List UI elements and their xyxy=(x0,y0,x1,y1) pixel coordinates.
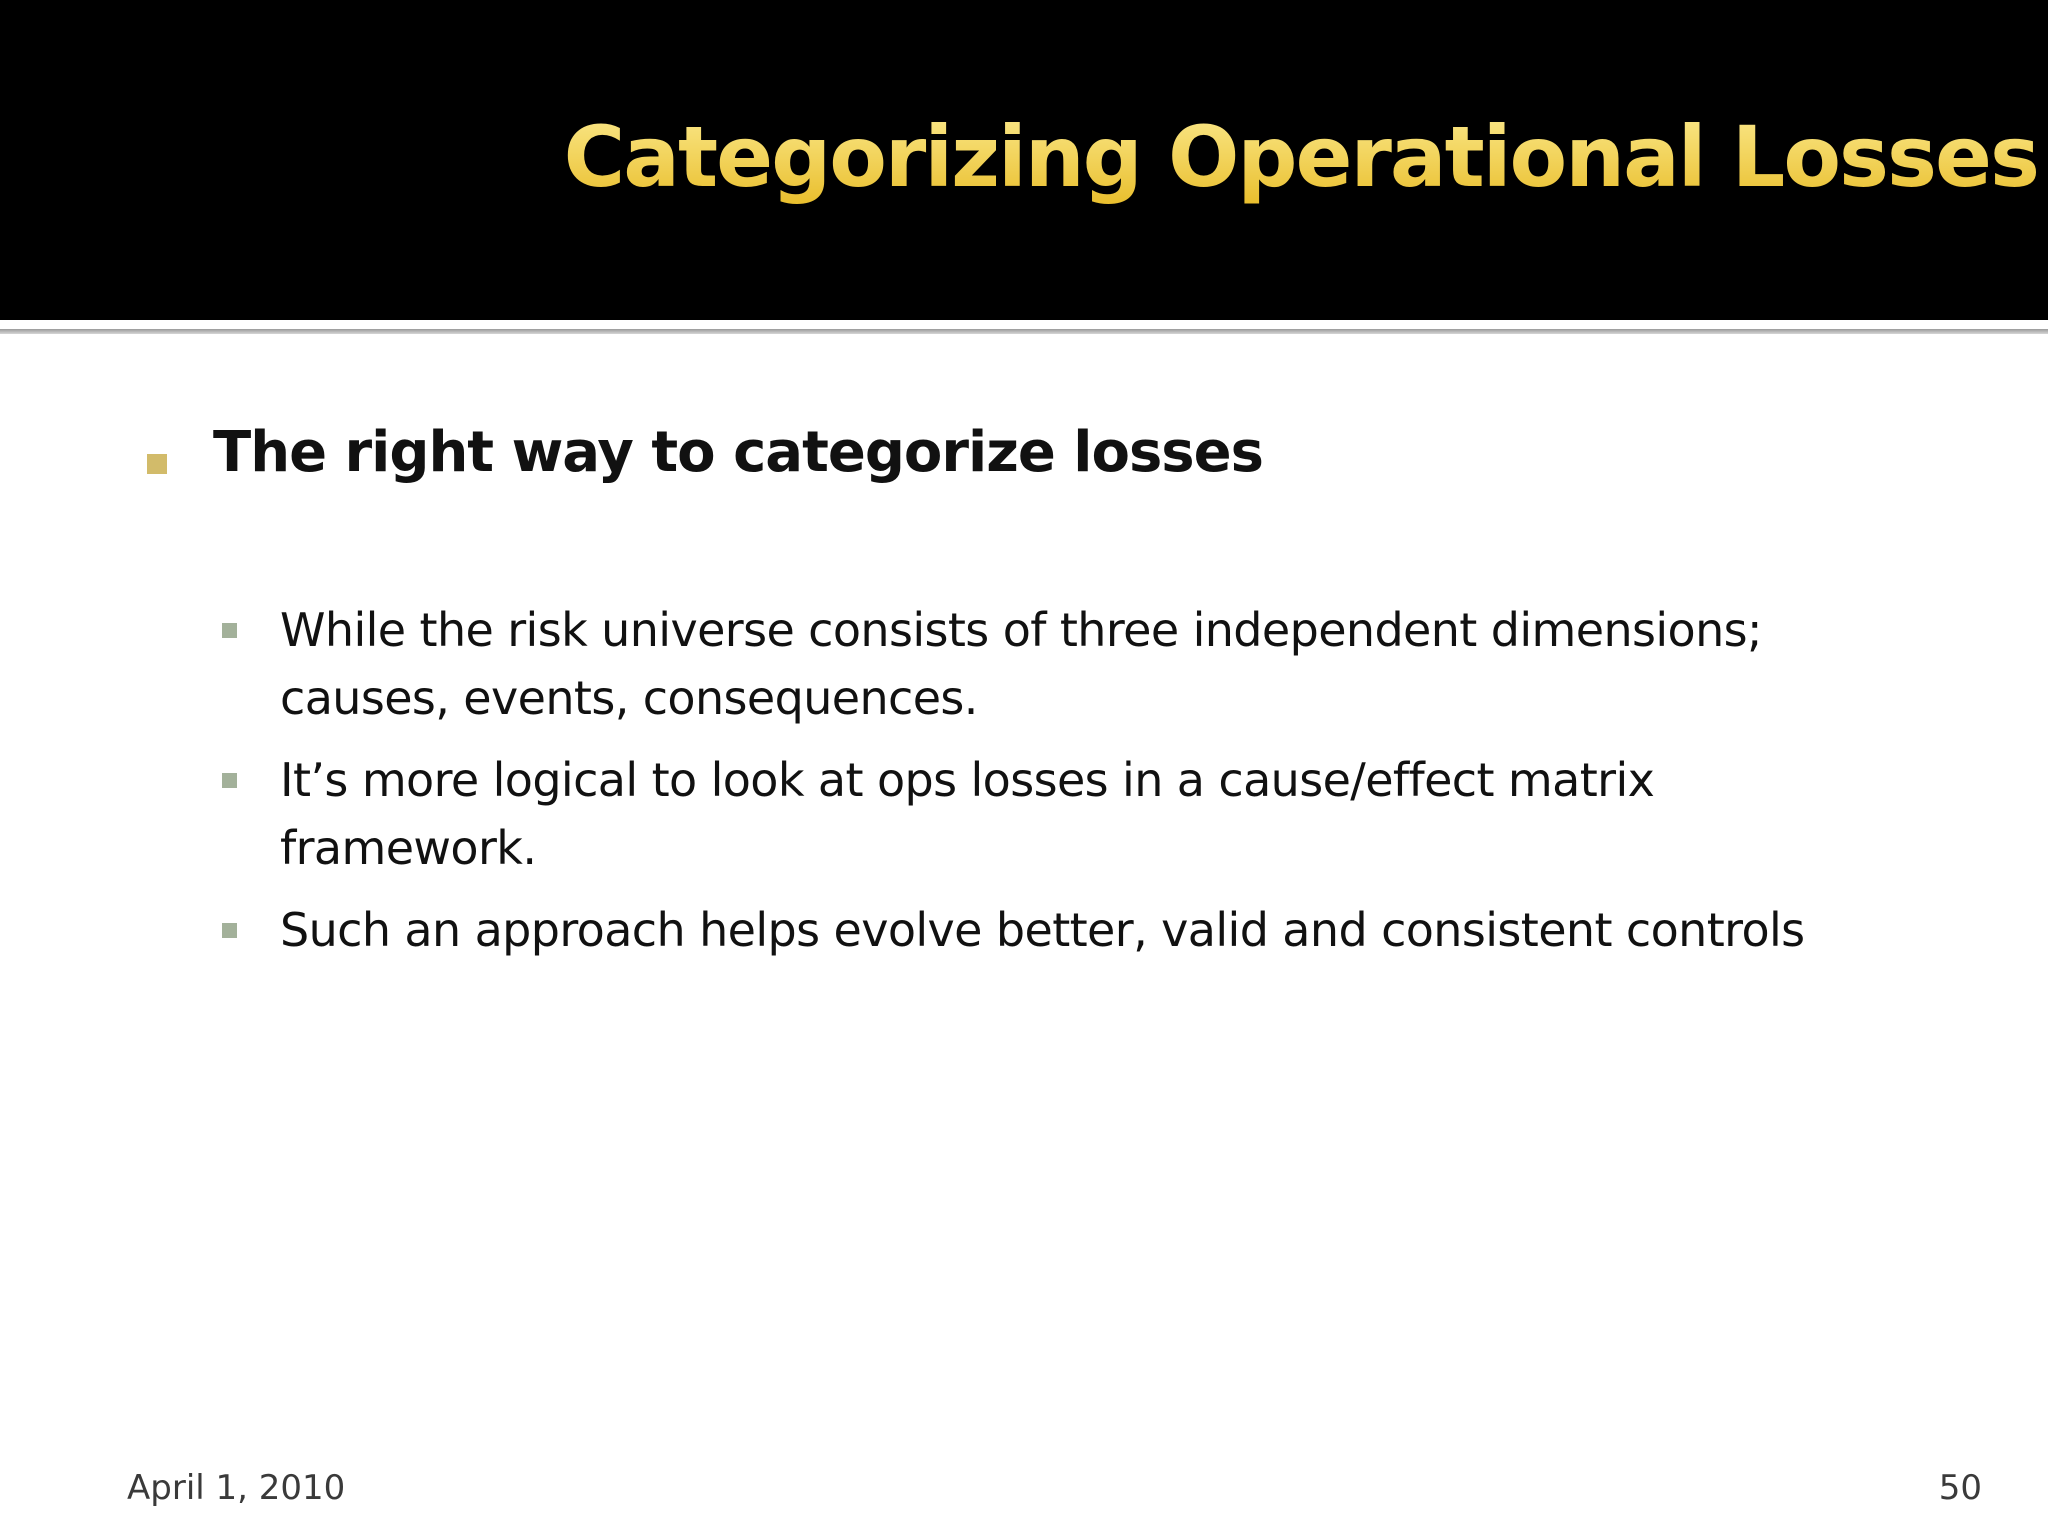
title-divider-top xyxy=(0,320,2048,325)
sub-bullet-item xyxy=(220,596,1900,732)
sub-bullet-text: It’s more logical to look at ops losses in a cause/effect matrix framework. xyxy=(280,753,1655,875)
square-bullet-icon xyxy=(147,454,167,474)
sub-bullet-list xyxy=(220,596,1900,978)
slide-title: Categorizing Operational Losses xyxy=(563,108,2038,206)
sub-bullet-text: While the risk universe consists of three independent dimensions; causes, events, consequences. xyxy=(280,603,1762,725)
footer-date: April 1, 2010 xyxy=(127,1468,346,1508)
square-bullet-icon xyxy=(222,623,237,638)
sub-bullet-item xyxy=(220,896,1900,964)
sub-bullet-text: Such an approach helps evolve better, valid and consistent controls xyxy=(280,903,1805,957)
title-bar xyxy=(0,0,2048,320)
sub-bullet-item xyxy=(220,746,1900,882)
square-bullet-icon xyxy=(222,773,237,788)
page-number: 50 xyxy=(1938,1468,1982,1508)
square-bullet-icon xyxy=(222,923,237,938)
title-divider-bottom xyxy=(0,329,2048,334)
main-bullet-text: The right way to categorize losses xyxy=(213,420,1263,485)
